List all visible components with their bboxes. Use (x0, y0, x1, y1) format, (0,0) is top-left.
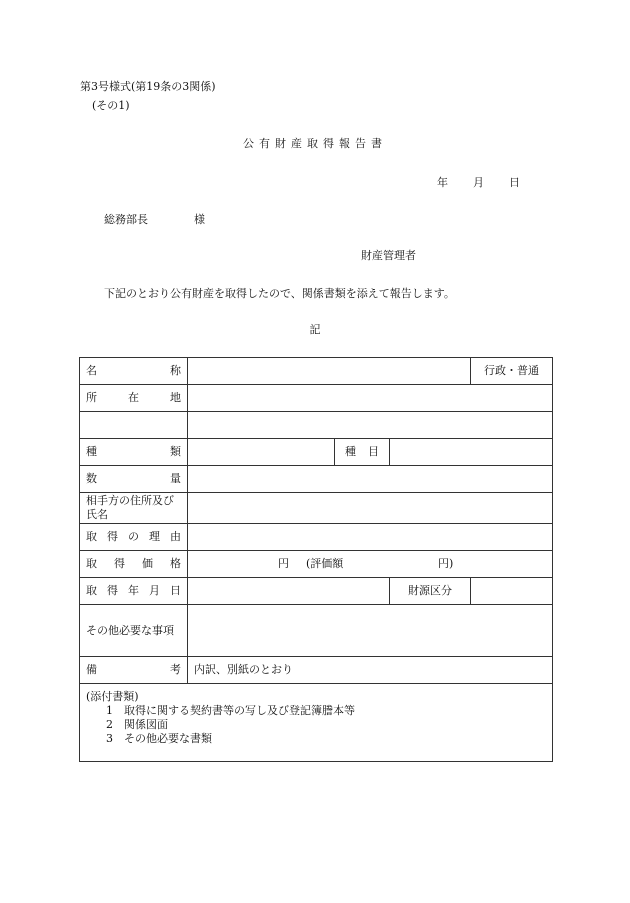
date-year: 年 (437, 176, 448, 189)
attachments-cell (80, 684, 553, 762)
fund-value[interactable] (471, 578, 553, 605)
reason-label: 取得の理由 (80, 524, 188, 551)
price-value[interactable] (188, 551, 553, 578)
counterparty-label: 相手方の住所及び氏名 (80, 493, 188, 524)
row-price (80, 551, 553, 578)
form-number: 第3号様式(第19条の3関係) (80, 80, 216, 93)
date-day: 日 (509, 176, 520, 189)
location-value[interactable] (188, 385, 553, 412)
attachment-item: 1 取得に関する契約書等の写し及び登記簿謄本等 (106, 704, 355, 717)
kind-value[interactable] (188, 439, 335, 466)
row-reason (80, 524, 553, 551)
row-counterparty (80, 493, 553, 524)
remarks-label: 備考 (80, 657, 188, 684)
row-remarks (80, 657, 553, 684)
item-label: 種目 (335, 439, 390, 466)
name-tag: 行政・普通 (471, 358, 553, 385)
attachments-title: (添付書類) (86, 690, 139, 703)
location-label: 所在地 (80, 385, 188, 412)
location-extra-label (80, 412, 188, 439)
name-value[interactable] (188, 358, 471, 385)
date-label: 取得年月日 (80, 578, 188, 605)
quantity-value[interactable] (188, 466, 553, 493)
row-kind (80, 439, 553, 466)
ki-heading: 記 (309, 323, 321, 336)
row-name (80, 358, 553, 385)
price-eval-yen: 円) (438, 557, 454, 570)
row-attachments (80, 684, 553, 762)
other-value[interactable] (188, 605, 553, 657)
row-location (80, 385, 553, 412)
row-other (80, 605, 553, 657)
fund-label: 財源区分 (390, 578, 471, 605)
item-value[interactable] (390, 439, 553, 466)
date-value[interactable] (188, 578, 390, 605)
location-extra-value[interactable] (188, 412, 553, 439)
quantity-label: 数量 (80, 466, 188, 493)
document-title: 公有財産取得報告書 (243, 137, 387, 150)
manager-label: 財産管理者 (361, 249, 416, 262)
price-eval: (評価額 (306, 557, 344, 570)
intro-text: 下記のとおり公有財産を取得したので、関係書類を添えて報告します。 (104, 287, 455, 300)
counterparty-value[interactable] (188, 493, 553, 524)
addressee-name: 総務部長 (104, 213, 148, 226)
kind-label: 種類 (80, 439, 188, 466)
report-table (79, 357, 553, 762)
row-date (80, 578, 553, 605)
price-yen: 円 (278, 557, 289, 570)
form-subnumber: (その1) (92, 99, 130, 112)
other-label: その他必要な事項 (80, 605, 188, 657)
date-line (437, 176, 520, 190)
remarks-value: 内訳、別紙のとおり (188, 657, 553, 684)
row-location-extra (80, 412, 553, 439)
reason-value[interactable] (188, 524, 553, 551)
addressee-honorific: 様 (194, 213, 205, 226)
name-label: 名称 (80, 358, 188, 385)
date-month: 月 (473, 176, 484, 189)
row-quantity (80, 466, 553, 493)
price-label: 取得価格 (80, 551, 188, 578)
attachment-item: 2 関係図面 (106, 718, 168, 731)
attachment-item: 3 その他必要な書類 (106, 732, 212, 745)
addressee (104, 213, 205, 227)
